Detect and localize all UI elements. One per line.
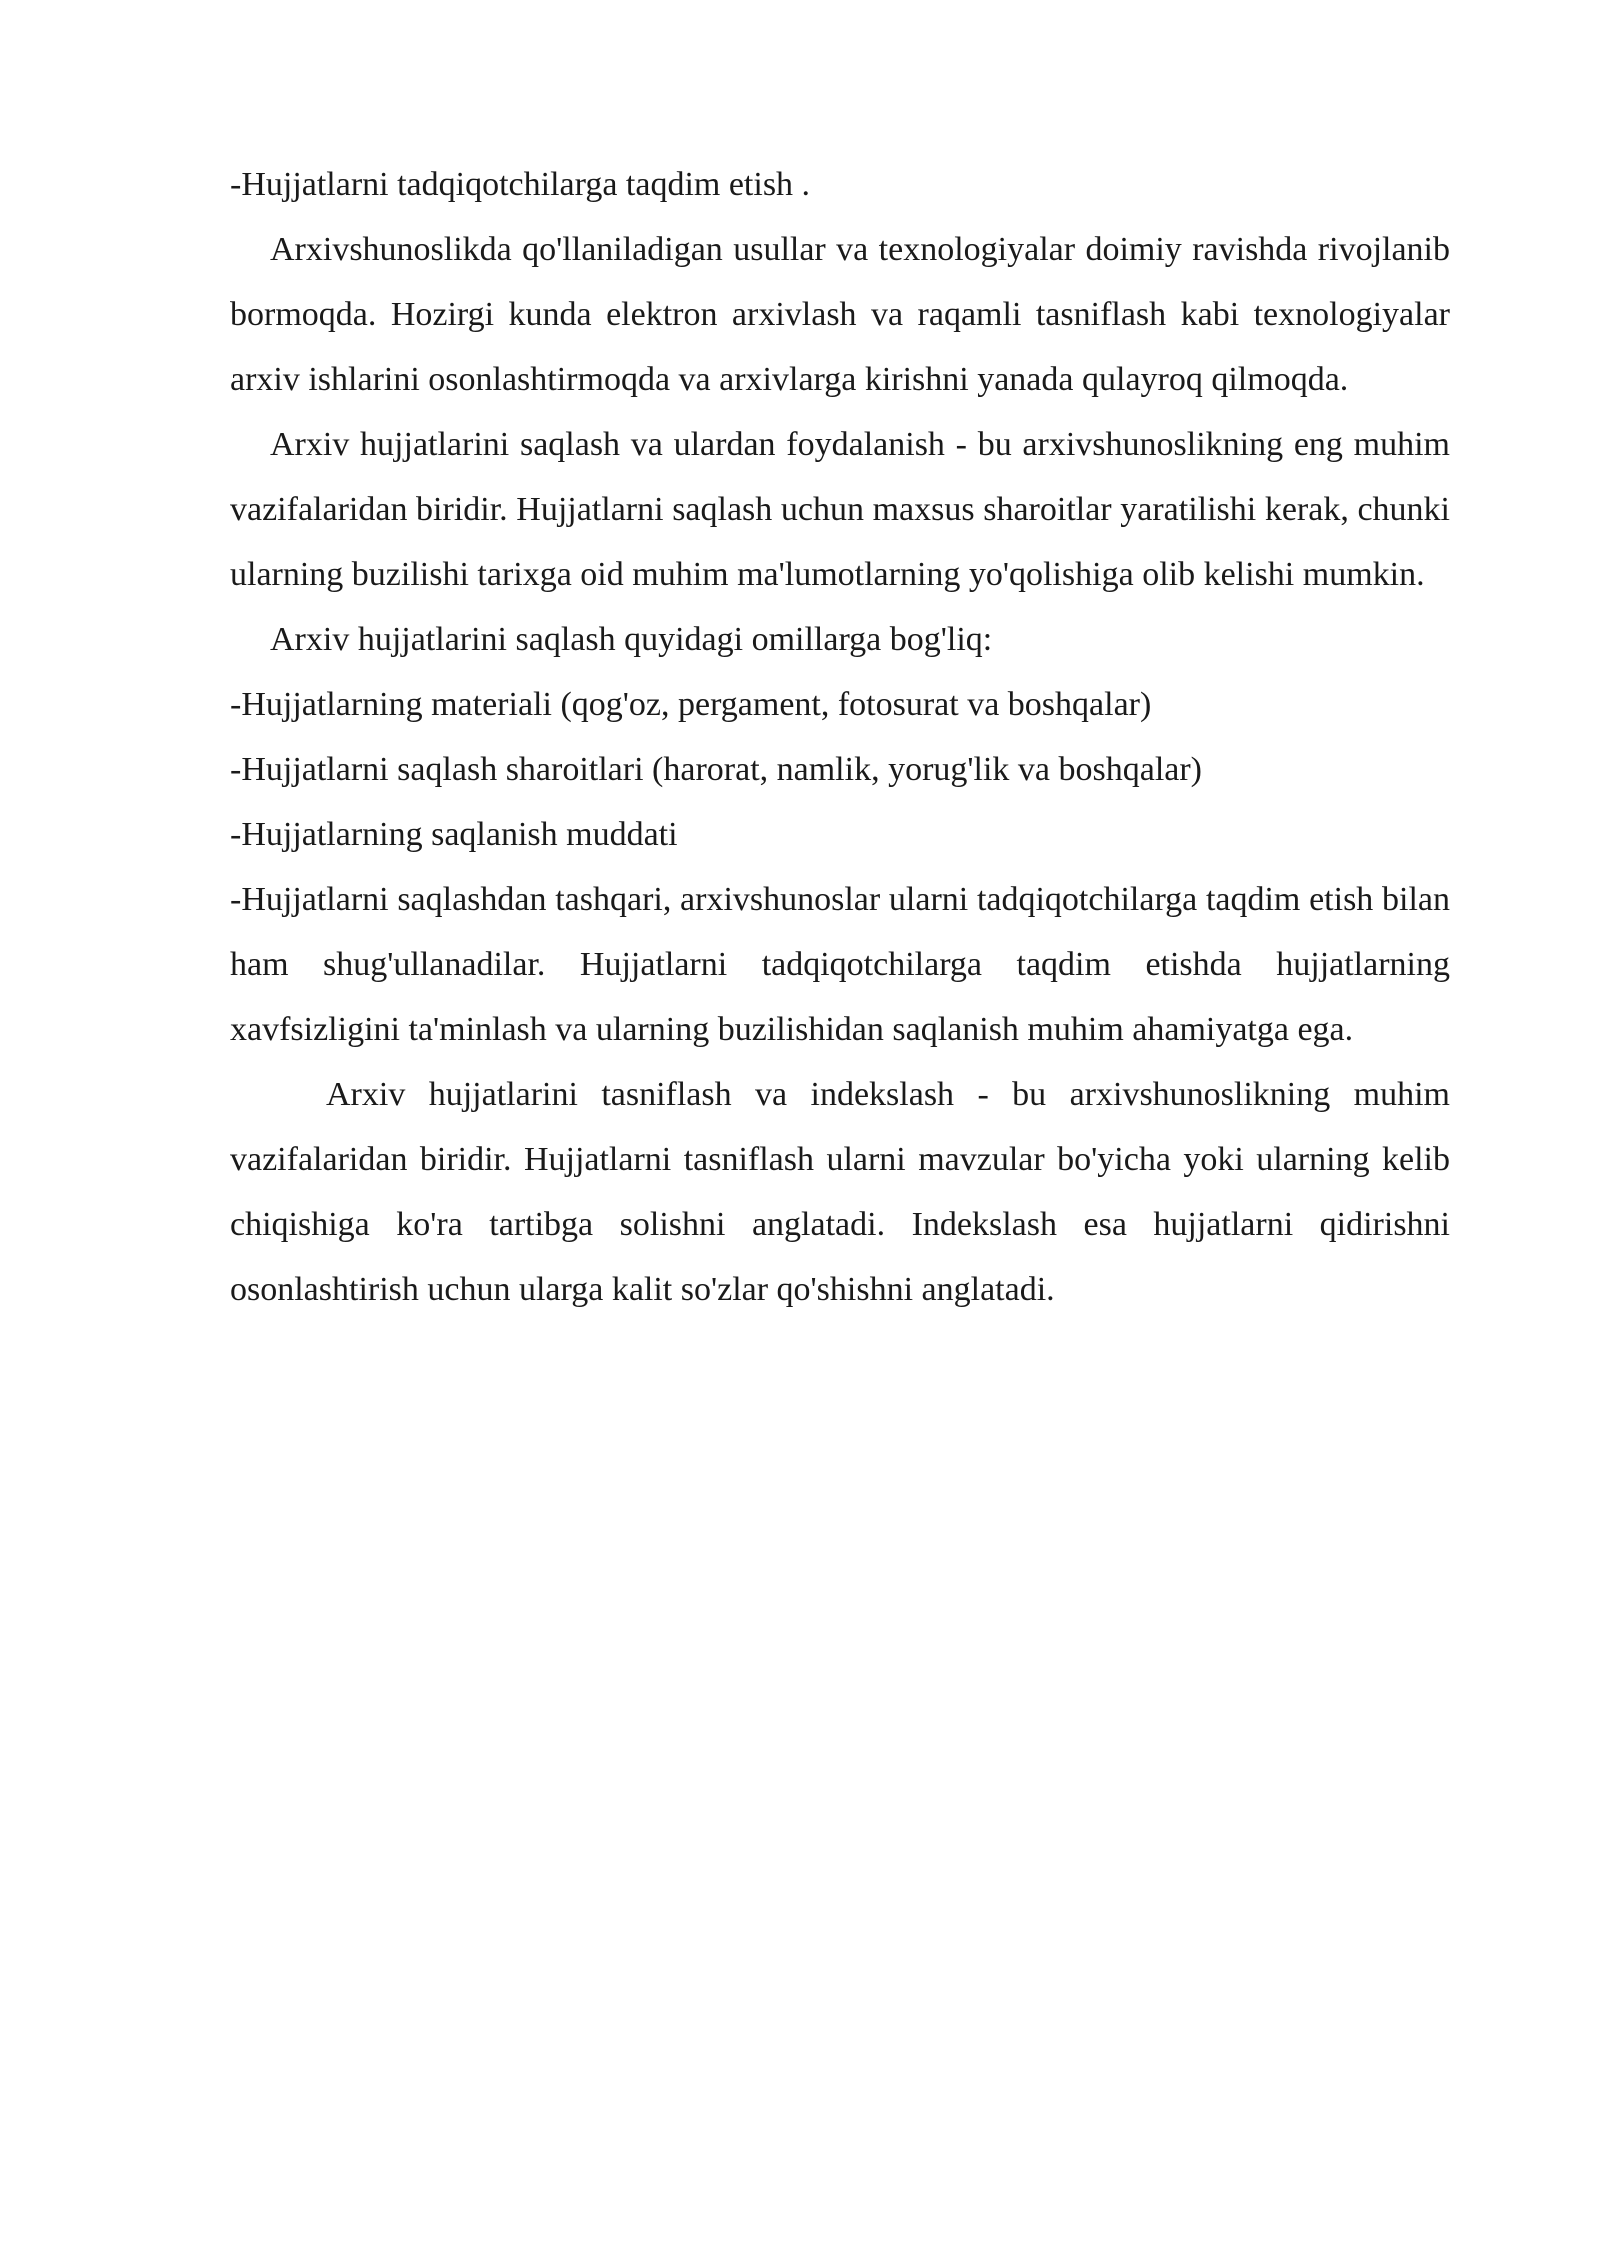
- list-item-duration: -Hujjatlarning saqlanish muddati: [230, 816, 678, 853]
- document-body: [230, 152, 1450, 1322]
- paragraph-5: -Hujjatlarni saqlashdan tashqari, arxivshunoslar ularni tadqiqotchilarga taqdim etish bilan ham shug'ullanadilar. Hujjatlarni tadqiqotchilarga taqdim etishda hujjatlarning xavfsizligini ta'minlash va ularning buzilishidan saqlanish muhim ahamiyatga ega.: [230, 881, 1450, 1048]
- paragraph-6: Arxiv hujjatlarini tasniflash va indekslash - bu arxivshunoslikning muhim vazifalaridan biridir. Hujjatlarni tasniflash ularni mavzular bo'yicha yoki ularning kelib chiqishiga ko'ra tartibga solishni anglatadi. Indekslash esa hujjatlarni qidirishni osonlashtirish uchun ularga kalit so'zlar qo'shishni anglatadi.: [230, 1076, 1450, 1308]
- paragraph-2: Arxivshunoslikda qo'llaniladigan usullar va texnologiyalar doimiy ravishda rivojlanib bormoqda. Hozirgi kunda elektron arxivlash va raqamli tasniflash kabi texnologiyalar arxiv ishlarini osonlashtirmoqda va arxivlarga kirishni yanada qulayroq qilmoqda.: [230, 231, 1450, 398]
- list-item-conditions: -Hujjatlarni saqlash sharoitlari (harorat, namlik, yorug'lik va boshqalar): [230, 751, 1203, 788]
- list-item-material: -Hujjatlarning materiali (qog'oz, pergament, fotosurat va boshqalar): [230, 686, 1152, 723]
- paragraph-4: Arxiv hujjatlarini saqlash quyidagi omillarga bog'liq:: [270, 621, 993, 658]
- paragraph-1: -Hujjatlarni tadqiqotchilarga taqdim etish .: [230, 166, 811, 203]
- paragraph-3: Arxiv hujjatlarini saqlash va ulardan foydalanish - bu arxivshunoslikning eng muhim vazifalaridan biridir. Hujjatlarni saqlash uchun maxsus sharoitlar yaratilishi kerak, chunki ularning buzilishi tarixga oid muhim ma'lumotlarning yo'qolishiga olib kelishi mumkin.: [230, 426, 1450, 593]
